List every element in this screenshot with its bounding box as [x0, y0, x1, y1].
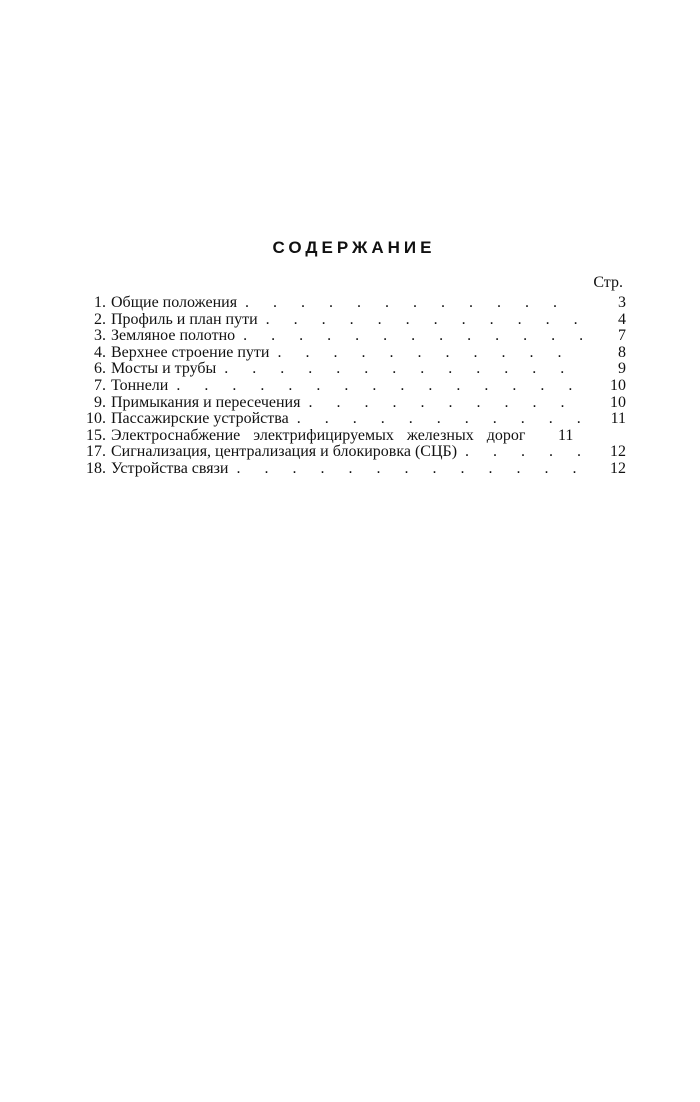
toc-entry-number: 1. [94, 294, 106, 311]
page-column-label: Стр. [593, 274, 623, 291]
toc-entry-page: 9 [618, 360, 626, 378]
toc-entry-number: 7. [94, 376, 106, 394]
toc-entry [80, 295, 626, 312]
toc-entry-title: Электроснабжение электрифицируемых железных дорог [111, 426, 526, 444]
toc-leader-dots [304, 395, 582, 412]
toc-entry-title: Устройства связи [111, 459, 229, 477]
toc-entry-number: 18. [86, 459, 106, 477]
toc-entry-number: 6. [94, 360, 106, 378]
toc-entry-page: 12 [610, 443, 626, 461]
toc-entry [80, 312, 626, 329]
toc-entry-page: 4 [618, 310, 626, 328]
toc-leader-dots [461, 444, 582, 461]
toc-leader-dots [262, 312, 582, 329]
toc-leader-dots [220, 361, 582, 378]
toc-entry-number: 3. [94, 327, 106, 345]
toc-leader-dots [273, 345, 582, 362]
toc-entry-title: Сигнализация, централизация и блокировка (СЦБ) [111, 443, 458, 461]
toc-leader-dots [239, 328, 582, 345]
toc-entry-title: Верхнее строение пути [111, 343, 270, 361]
toc-entry-number: 10. [86, 410, 106, 428]
toc-entry [80, 395, 626, 412]
toc-list [80, 295, 626, 478]
toc-leader-dots [293, 411, 582, 428]
toc-leader-dots [232, 461, 582, 478]
toc-entry-page: 11 [558, 426, 574, 444]
toc-entry-number: 15. [86, 426, 106, 444]
toc-entry [80, 361, 626, 378]
toc-entry-title: Пассажирские устройства [111, 410, 289, 428]
toc-entry-page: 12 [610, 459, 626, 477]
toc-leader-dots [172, 378, 582, 395]
toc-title: СОДЕРЖАНИЕ [272, 238, 436, 257]
toc-entry [80, 428, 626, 445]
toc-entry-page: 10 [610, 393, 626, 411]
toc-entry-page: 7 [618, 327, 626, 345]
toc-entry [80, 411, 626, 428]
toc-entry [80, 444, 626, 461]
toc-entry-number: 17. [86, 443, 106, 461]
toc-entry-page: 8 [618, 343, 626, 361]
toc-entry-page: 3 [618, 294, 626, 311]
toc-entry [80, 345, 626, 362]
toc-leader-dots [241, 295, 582, 312]
toc-entry-number: 4. [94, 343, 106, 361]
toc-entry-page: 10 [610, 376, 626, 394]
toc-entry-number: 2. [94, 310, 106, 328]
toc-entry-title: Общие положения [111, 294, 238, 311]
toc-entry-title: Земляное полотно [111, 327, 236, 345]
toc-entry-title: Мосты и трубы [111, 360, 217, 378]
toc-entry [80, 461, 626, 478]
toc-entry-page: 11 [610, 410, 626, 428]
toc-entry-title: Тоннели [111, 376, 169, 394]
toc-entry [80, 328, 626, 345]
toc-entry-number: 9. [94, 393, 106, 411]
toc-entry-title: Примыкания и пересечения [111, 393, 301, 411]
toc-entry [80, 378, 626, 395]
toc-entry-title: Профиль и план пути [111, 310, 258, 328]
